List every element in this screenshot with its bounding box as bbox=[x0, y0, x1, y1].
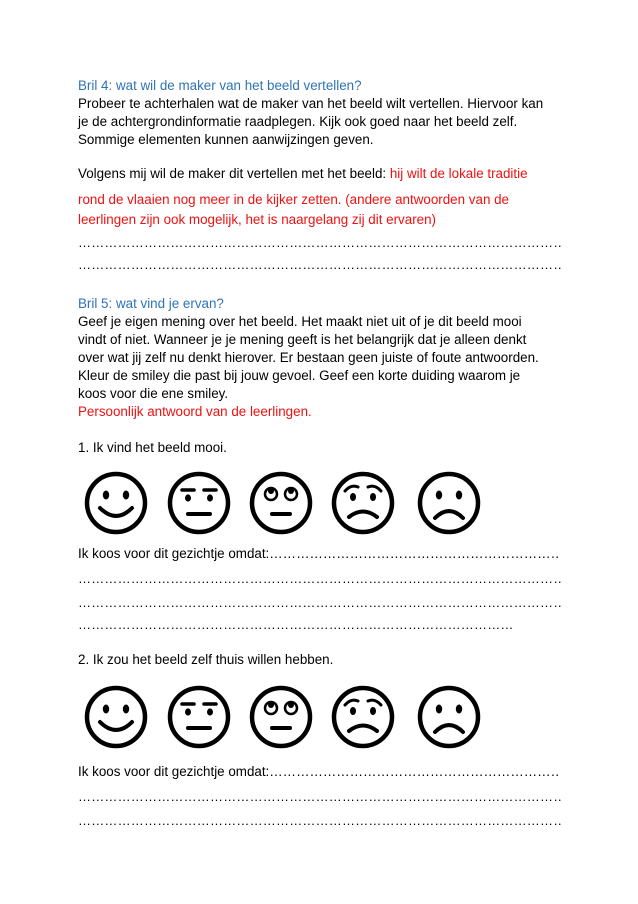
smiley-eyeroll-icon[interactable] bbox=[248, 470, 314, 536]
q1-dotted-line-2[interactable] bbox=[78, 572, 562, 586]
smiley-happy-icon[interactable] bbox=[83, 470, 149, 536]
bril4-answer-red-1: hij wilt de lokale traditie bbox=[389, 166, 528, 181]
q1-choice-line[interactable] bbox=[78, 546, 559, 562]
bril4-answer-red-3: leerlingen zijn ook mogelijk, het is naargelang zij dit ervaren) bbox=[78, 212, 437, 227]
smiley-eyeroll-icon[interactable] bbox=[248, 684, 314, 750]
bril4-answer-line-1 bbox=[78, 166, 528, 182]
smiley-neutral-icon[interactable] bbox=[166, 684, 232, 750]
smiley-sad-icon[interactable] bbox=[416, 470, 482, 536]
bril4-intro-line-2: je de achtergrondinformatie raadplegen. Kijk ook goed naar het beeld zelf. bbox=[78, 114, 518, 129]
q2-dotted-line-3[interactable] bbox=[78, 814, 562, 828]
bril5-intro-line-2: vindt of niet. Wanneer je je mening geeft is het belangrijk dat je alleen denkt bbox=[78, 332, 527, 347]
bril4-answer-dotted-line-2[interactable] bbox=[78, 258, 562, 272]
q1-dotted-line-3[interactable] bbox=[78, 596, 562, 610]
bril5-heading: Bril 5: wat vind je ervan? bbox=[78, 296, 224, 311]
question-2: 2. Ik zou het beeld zelf thuis willen hebben. bbox=[78, 652, 334, 667]
bril5-note-red: Persoonlijk antwoord van de leerlingen. bbox=[78, 404, 312, 419]
bril4-answer-prefix: Volgens mij wil de maker dit vertellen met het beeld: bbox=[78, 166, 390, 181]
bril4-intro-line-1: Probeer te achterhalen wat de maker van het beeld wilt vertellen. Hiervoor kan bbox=[78, 96, 544, 111]
bril4-answer-dotted-line-1[interactable] bbox=[78, 236, 562, 250]
bril4-answer-red-2: rond de vlaaien nog meer in de kijker zetten. (andere antwoorden van de bbox=[78, 192, 510, 207]
smiley-neutral-icon[interactable] bbox=[166, 470, 232, 536]
smiley-happy-icon[interactable] bbox=[83, 684, 149, 750]
smiley-sad-icon[interactable] bbox=[416, 684, 482, 750]
smiley-worried-icon[interactable] bbox=[330, 684, 396, 750]
bril5-intro-line-4: Kleur de smiley die past bij jouw gevoel. Geef een korte duiding waarom je bbox=[78, 368, 521, 383]
bril4-intro-line-3: Sommige elementen kunnen aanwijzingen geven. bbox=[78, 132, 374, 147]
bril5-intro-line-3: over wat jij zelf nu denkt hierover. Er bestaan geen juiste of foute antwoorden. bbox=[78, 350, 539, 365]
q1-choice-dots[interactable] bbox=[269, 546, 559, 562]
q2-choice-line[interactable] bbox=[78, 764, 559, 780]
bril5-intro-line-5: koos voor die ene smiley. bbox=[78, 386, 229, 401]
question-1: 1. Ik vind het beeld mooi. bbox=[78, 440, 227, 455]
q2-choice-label: Ik koos voor dit gezichtje omdat: bbox=[78, 764, 270, 779]
smiley-worried-icon[interactable] bbox=[330, 470, 396, 536]
q1-dotted-line-4[interactable] bbox=[78, 618, 514, 632]
q1-choice-label: Ik koos voor dit gezichtje omdat: bbox=[78, 546, 270, 561]
bril4-heading: Bril 4: wat wil de maker van het beeld vertellen? bbox=[78, 78, 362, 93]
q2-dotted-line-2[interactable] bbox=[78, 790, 562, 804]
bril5-intro-line-1: Geef je eigen mening over het beeld. Het maakt niet uit of je dit beeld mooi bbox=[78, 314, 522, 329]
q2-choice-dots[interactable] bbox=[269, 764, 559, 780]
